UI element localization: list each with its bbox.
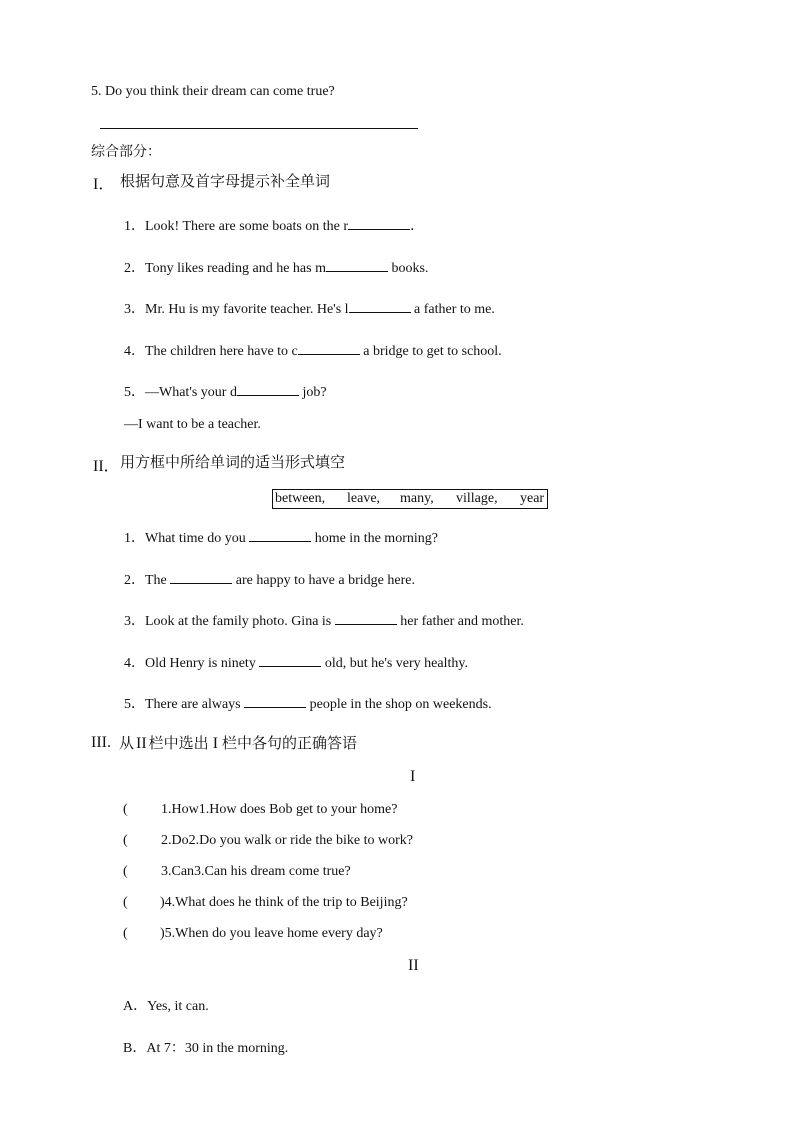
question-5: 5. Do you think their dream can come true? bbox=[91, 84, 335, 99]
title-numeral: I bbox=[212, 735, 219, 752]
part3-title bbox=[119, 732, 357, 753]
part1-item-3 bbox=[124, 298, 495, 318]
fill-blank[interactable] bbox=[349, 298, 411, 313]
item-text: a father to me. bbox=[410, 302, 495, 317]
part1-item-5 bbox=[124, 381, 327, 401]
answer-bracket[interactable]: ( bbox=[123, 895, 128, 910]
part1-numeral: I． bbox=[93, 176, 115, 193]
match-question-4 bbox=[123, 895, 408, 911]
column-2-header: II bbox=[408, 957, 419, 974]
item-text: home in the morning? bbox=[311, 531, 438, 546]
item-text: 2．The bbox=[124, 573, 171, 588]
item-text: 1．Look! There are some boats on the r bbox=[124, 219, 349, 234]
title-numeral: II bbox=[136, 735, 147, 752]
fill-blank[interactable] bbox=[170, 569, 232, 584]
part2-item-4 bbox=[124, 652, 468, 672]
match-question-3 bbox=[123, 864, 351, 880]
fill-blank[interactable] bbox=[249, 527, 311, 542]
title-text: 从 bbox=[119, 734, 135, 752]
item-text: job? bbox=[298, 385, 327, 400]
item-text: old, but he's very healthy. bbox=[321, 656, 468, 671]
item-text: 5．There are always bbox=[124, 697, 245, 712]
part1-item-1 bbox=[124, 215, 424, 235]
fill-blank[interactable] bbox=[298, 340, 360, 355]
fill-blank[interactable] bbox=[244, 693, 306, 708]
item-text: 2．Tony likes reading and he has m bbox=[124, 261, 326, 276]
item-text: people in the shop on weekends. bbox=[306, 697, 492, 712]
section-heading: 综合部分： bbox=[91, 144, 161, 160]
box-word: year bbox=[520, 491, 545, 506]
part2-item-3 bbox=[124, 610, 524, 630]
part2-item-1 bbox=[124, 527, 438, 547]
part3-numeral: III. bbox=[91, 734, 111, 751]
item-text: a bridge to get to school. bbox=[359, 344, 502, 359]
item-text: are happy to have a bridge here. bbox=[232, 573, 415, 588]
item-text: ． bbox=[410, 219, 425, 234]
item-text: 3．Mr. Hu is my favorite teacher. He's l bbox=[124, 302, 349, 317]
answer-bracket[interactable]: ( bbox=[123, 864, 128, 879]
title-text: 栏中各句的正确答语 bbox=[222, 734, 358, 752]
fill-blank[interactable] bbox=[259, 652, 321, 667]
part2-numeral: II． bbox=[93, 458, 120, 475]
item-text: 4．The children here have to c bbox=[124, 344, 298, 359]
match-question-5 bbox=[123, 926, 383, 942]
fill-blank[interactable] bbox=[237, 381, 299, 396]
item-text: books. bbox=[387, 261, 429, 276]
box-word: many, bbox=[400, 491, 434, 506]
answer-bracket[interactable]: ( bbox=[123, 833, 128, 848]
box-word: village, bbox=[456, 491, 498, 506]
answer-line bbox=[100, 128, 418, 129]
item-text: her father and mother. bbox=[396, 614, 524, 629]
answer-option-b: B．At 7：30 in the morning. bbox=[123, 1041, 289, 1056]
part2-title: 用方框中所给单词的适当形式填空 bbox=[120, 453, 346, 471]
answer-bracket[interactable]: ( bbox=[123, 802, 128, 817]
box-word: leave, bbox=[347, 491, 381, 506]
part2-item-2 bbox=[124, 569, 415, 589]
question-text: 1.How1.How does Bob get to your home? bbox=[161, 802, 398, 817]
question-text: )5.When do you leave home every day? bbox=[160, 926, 383, 941]
question-text: )4.What does he think of the trip to Beijing? bbox=[160, 895, 408, 910]
item-text: 3．Look at the family photo. Gina is bbox=[124, 614, 335, 629]
box-word: between, bbox=[275, 491, 326, 506]
answer-bracket[interactable]: ( bbox=[123, 926, 128, 941]
match-question-2 bbox=[123, 833, 413, 849]
item-text: 1．What time do you bbox=[124, 531, 250, 546]
part1-reply: —I want to be a teacher. bbox=[124, 417, 261, 432]
column-1-header: I bbox=[410, 768, 416, 785]
part1-item-2 bbox=[124, 257, 428, 277]
question-text: 3.Can3.Can his dream come true? bbox=[161, 864, 351, 879]
title-text: 栏中选出 bbox=[148, 734, 209, 752]
part1-item-4 bbox=[124, 340, 502, 360]
fill-blank[interactable] bbox=[348, 215, 410, 230]
item-text: 4．Old Henry is ninety bbox=[124, 656, 260, 671]
part1-title: 根据句意及首字母提示补全单词 bbox=[120, 172, 331, 190]
fill-blank[interactable] bbox=[335, 610, 397, 625]
part2-item-5 bbox=[124, 693, 492, 713]
word-box bbox=[272, 489, 548, 509]
match-question-1 bbox=[123, 802, 398, 818]
question-text: 2.Do2.Do you walk or ride the bike to work? bbox=[161, 833, 413, 848]
fill-blank[interactable] bbox=[326, 257, 388, 272]
answer-option-a: A．Yes, it can. bbox=[123, 999, 209, 1014]
item-text: 5．—What's your d bbox=[124, 385, 237, 400]
